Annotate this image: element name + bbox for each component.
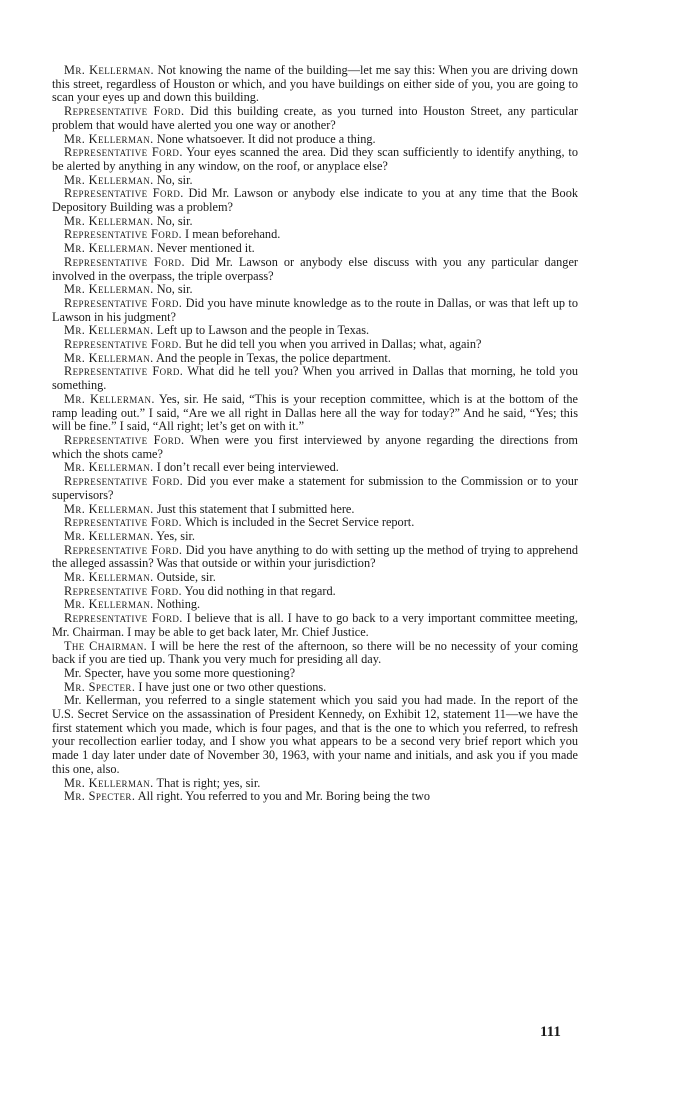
speaker-name: Mr. Kellerman. — [64, 241, 154, 256]
speaker-name: Mr. Kellerman. — [64, 172, 154, 187]
paragraph-text: I mean beforehand. — [181, 227, 281, 242]
paragraph-text: Not knowing the name of the building—let me say this: When you are driving down this street, regardless of Houston or which, and you have buildings on either side of you, you are going to scan your eyes up and down this building. — [52, 63, 578, 105]
paragraph-text: Yes, sir. — [153, 528, 195, 543]
speaker-name: Representative Ford. — [64, 337, 182, 352]
paragraph-text: I don’t recall ever being interviewed. — [153, 460, 339, 475]
transcript-paragraph — [52, 338, 578, 352]
transcript-paragraph — [52, 434, 578, 461]
transcript-paragraph — [52, 530, 578, 544]
speaker-name: Representative Ford. — [64, 295, 183, 310]
speaker-name: Representative Ford. — [64, 432, 185, 447]
paragraph-text: Just this statement that I submitted here. — [153, 501, 355, 516]
speaker-name: Mr. Specter. — [64, 789, 136, 804]
paragraph-text: Your eyes scanned the area. Did they scan sufficiently to identify anything, to be alerted by anything in any window, on the roof, or anyplace else? — [52, 145, 578, 173]
paragraph-text: Did Mr. Lawson or anybody else indicate to you at any time that the Book Depository Building was a problem? — [52, 186, 579, 215]
transcript-paragraph — [52, 612, 578, 639]
paragraph-text: I believe that is all. I have to go back to a very important committee meeting, Mr. Chairman. I may be able to get back later, Mr. Chief Justice. — [52, 611, 579, 639]
paragraph-text: None whatsoever. It did not produce a thing. — [153, 131, 376, 146]
speaker-name: Mr. Kellerman. — [64, 131, 154, 146]
transcript-paragraph — [52, 146, 578, 173]
transcript-paragraph — [52, 777, 578, 791]
speaker-name: Representative Ford. — [64, 254, 185, 269]
paragraph-text: Did this building create, as you turned into Houston Street, any particular problem that would have alerted you one way or another? — [52, 104, 579, 132]
speaker-name: Representative Ford. — [64, 611, 183, 626]
transcript-paragraph — [52, 283, 578, 297]
paragraph-text: Did Mr. Lawson or anybody else discuss with you any particular danger involved in the overpass, the triple overpass? — [52, 254, 579, 283]
speaker-name: Mr. Kellerman. — [64, 501, 154, 516]
speaker-name: Mr. Kellerman. — [64, 570, 154, 585]
transcript-paragraph — [52, 640, 578, 667]
speaker-name: Representative Ford. — [64, 364, 184, 379]
transcript-paragraph — [52, 461, 578, 475]
speaker-name: Representative Ford. — [64, 474, 184, 489]
transcript-body — [52, 64, 578, 804]
paragraph-text: Left up to Lawson and the people in Texas. — [153, 323, 370, 338]
transcript-paragraph — [52, 133, 578, 147]
paragraph-text: Yes, sir. He said, “This is your reception committee, which is at the bottom of the ramp leading out.” I said, “Are we all right in Dallas here all the way for today?” And he said, “Yes; this will be fine.” I said, “All right; let’s get on with it.” — [52, 391, 578, 434]
paragraph-text: Never mentioned it. — [153, 241, 255, 256]
speaker-name: Representative Ford. — [64, 186, 184, 201]
paragraph-text: Nothing. — [153, 597, 201, 612]
paragraph-text: Did you ever make a statement for submission to the Commission or to your supervisors? — [52, 474, 579, 502]
transcript-paragraph — [52, 228, 578, 242]
transcript-paragraph — [52, 187, 578, 214]
paragraph-text: I will be here the rest of the afternoon, so there will be no necessity of your coming back if you are tied up. Thank you very much for presiding all day. — [52, 638, 578, 667]
transcript-paragraph — [52, 475, 578, 502]
transcript-paragraph — [52, 585, 578, 599]
paragraph-text: Did you have anything to do with setting up the method of trying to apprehend the alleged assassin? Was that outside or within your jurisdiction? — [52, 542, 578, 571]
transcript-paragraph — [52, 352, 578, 366]
speaker-name: Mr. Specter. — [64, 679, 136, 694]
speaker-name: Mr. Kellerman. — [64, 460, 154, 475]
speaker-name: Representative Ford. — [64, 515, 182, 530]
transcript-paragraph — [52, 105, 578, 132]
transcript-paragraph — [52, 242, 578, 256]
speaker-name: Mr. Kellerman. — [64, 528, 154, 543]
speaker-name: Mr. Kellerman. — [64, 775, 154, 790]
speaker-name: Representative Ford. — [64, 583, 182, 598]
speaker-name: Mr. Kellerman. — [64, 63, 155, 77]
transcript-paragraph — [52, 256, 578, 283]
transcript-paragraph — [52, 598, 578, 612]
transcript-paragraph — [52, 516, 578, 530]
speaker-name: The Chairman. — [64, 638, 148, 653]
paragraph-text: No, sir. — [153, 282, 193, 297]
transcript-paragraph — [52, 324, 578, 338]
transcript-paragraph — [52, 64, 578, 105]
speaker-name: Representative Ford. — [64, 227, 182, 242]
paragraph-text: When were you first interviewed by anyone regarding the directions from which the shots came? — [52, 432, 579, 461]
transcript-paragraph — [52, 571, 578, 585]
paragraph-text: You did nothing in that regard. — [181, 583, 336, 598]
paragraph-text: All right. You referred to you and Mr. Boring being the two — [135, 789, 431, 804]
paragraph-text: Outside, sir. — [153, 570, 216, 585]
transcript-paragraph — [52, 544, 578, 571]
transcript-paragraph — [52, 667, 578, 681]
paragraph-text: Which is included in the Secret Service report. — [181, 515, 415, 530]
paragraph-text: But he did tell you when you arrived in Dallas; what, again? — [181, 337, 482, 352]
transcript-paragraph — [52, 297, 578, 324]
speaker-name: Representative Ford. — [64, 104, 185, 119]
page-number: 111 — [540, 1024, 561, 1040]
transcript-paragraph — [52, 694, 578, 776]
paragraph-text: That is right; yes, sir. — [153, 775, 261, 790]
speaker-name: Mr. Kellerman. — [64, 282, 154, 297]
paragraph-text: No, sir. — [153, 213, 193, 228]
speaker-name: Mr. Kellerman. — [64, 391, 155, 406]
transcript-paragraph — [52, 503, 578, 517]
paragraph-text: Mr. Kellerman, you referred to a single statement which you said you had made. In the report of the U.S. Secret Service on the assassination of President Kennedy, on Exhibit 12, statement 11—we have the first statement which you made, which is four pages, and that is the one to which you referred, to refresh your recollection earlier today, and I show you what appears to be a second very brief report which you made 1 day later under date of November 30, 1963, with your name and initials, and ask you if you made this one, also. — [52, 693, 578, 776]
speaker-name: Mr. Kellerman. — [64, 350, 154, 365]
transcript-paragraph — [52, 215, 578, 229]
speaker-name: Mr. Kellerman. — [64, 323, 154, 338]
speaker-name: Mr. Kellerman. — [64, 597, 154, 612]
speaker-name: Representative Ford. — [64, 542, 183, 557]
transcript-paragraph — [52, 681, 578, 695]
transcript-paragraph — [52, 393, 578, 434]
speaker-name: Mr. Kellerman. — [64, 213, 154, 228]
paragraph-text: What did he tell you? When you arrived in Dallas that morning, he told you something. — [52, 364, 579, 393]
paragraph-text: And the people in Texas, the police department. — [153, 350, 391, 365]
paragraph-text: I have just one or two other questions. — [135, 679, 327, 694]
transcript-paragraph — [52, 174, 578, 188]
paragraph-text: Mr. Specter, have you some more questioning? — [64, 665, 296, 680]
paragraph-text: No, sir. — [153, 172, 193, 187]
speaker-name: Representative Ford. — [64, 145, 183, 160]
paragraph-text: Did you have minute knowledge as to the route in Dallas, or was that left up to Lawson in his judgment? — [52, 295, 578, 324]
transcript-paragraph — [52, 790, 578, 804]
transcript-paragraph — [52, 365, 578, 392]
